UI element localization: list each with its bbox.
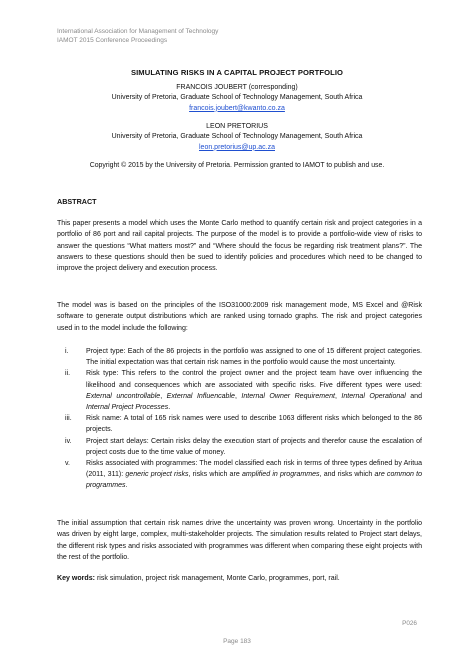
risk-type-term: Internal Project Processes <box>86 404 169 412</box>
paper-title: SIMULATING RISKS IN A CAPITAL PROJECT PORTFOLIO <box>130 68 344 77</box>
abstract-heading: ABSTRACT <box>57 197 97 206</box>
list-item-text: Risks associated with programmes: The model classified each risk in terms of three types defined by Aritua (2011, 311): <box>86 460 422 479</box>
list-item-text: Risk type: This refers to the control the project owner and the project team have over influencing the likelihood and consequences which are associated with specific risks. Five different types were used: <box>86 370 422 389</box>
author-affiliation: University of Pretoria, Graduate School of Technology Management, South Africa <box>111 133 363 141</box>
page-number: Page 183 <box>223 638 251 645</box>
header-proceedings: IAMOT 2015 Conference Proceedings <box>57 37 168 44</box>
author-name: LEON PRETORIUS <box>206 123 268 130</box>
list-item-text: Risk name: A total of 165 risk names were used to describe 1063 different risks which belonged to the 86 projects. <box>86 415 422 434</box>
keywords-line <box>57 575 422 582</box>
header-association: International Association for Management of Technology <box>57 28 219 35</box>
separator-text: , <box>334 392 342 400</box>
separator-text: . <box>168 404 171 412</box>
programme-risk-term: are common to programmes <box>86 471 423 490</box>
author-email-link[interactable]: francois.joubert@kwanto.co.za <box>189 104 285 112</box>
separator-text: , risks which are <box>188 471 242 479</box>
list-item-number: i. <box>65 348 69 355</box>
separator-text: . <box>125 482 128 490</box>
author-block-1 <box>0 83 474 114</box>
list-item <box>57 436 422 458</box>
abstract-paragraph-1: This paper presents a model which uses the Monte Carlo method to quantify certain risk and project categories in a portfolio of 86 port and rail capital projects. The purpose of the model is to provide a portfolio-wide view of risks to answer the questions “What matters most?” and “Where should the focus be regarding risk treatment plans?”. The answers to these questions should then be sued to identify policies and procedures which need to be changed to improve the project delivery and execution process. <box>57 220 422 273</box>
author-name: FRANCOIS JOUBERT (corresponding) <box>176 84 298 91</box>
list-item-text: Project start delays: Certain risks delay the execution start of projects and therefor cause the escalation of project costs due to the time value of money. <box>86 437 422 456</box>
separator-text: , and risks which <box>319 471 375 479</box>
risk-type-term: External uncontrollable <box>86 392 161 400</box>
list-item-number: v. <box>65 460 70 468</box>
author-affiliation: University of Pretoria, Graduate School of Technology Management, South Africa <box>111 94 363 102</box>
list-item <box>57 368 422 413</box>
risk-type-term: Internal Owner Requirement <box>241 392 335 400</box>
abstract-paragraph-3: The initial assumption that certain risk names drive the uncertainty was proven wrong. Uncertainty in the portfolio was driven by eight large, complex, multi-stakeholder projects. The simulation results related to Project start delays, the different risk types and risks associated with programmes was different when comparing these eight projects with the rest of the portfolio. <box>57 520 422 561</box>
separator-text: , <box>234 392 242 400</box>
separator-text: and <box>405 392 423 400</box>
keywords-label: Key words: <box>57 575 95 582</box>
list-item-number: ii. <box>65 370 71 378</box>
keywords-text: risk simulation, project risk management, Monte Carlo, programmes, port, rail. <box>94 575 340 582</box>
programme-risk-term: generic project risks <box>125 471 189 479</box>
list-item-number: iii. <box>65 415 72 423</box>
list-item <box>57 346 422 368</box>
list-item <box>57 413 422 435</box>
risk-type-term: External Influencable <box>166 392 235 400</box>
programme-risk-term: amplified in programmes <box>241 471 320 479</box>
copyright-notice: Copyright © 2015 by the University of Pretoria. Permission granted to IAMOT to publish and use. <box>89 162 385 169</box>
list-item-number: iv. <box>65 437 72 445</box>
author-email-link[interactable]: leon.pretorius@up.ac.za <box>199 143 275 151</box>
running-header <box>57 27 218 45</box>
category-list <box>57 346 422 492</box>
author-block-2 <box>0 122 474 153</box>
separator-text: , <box>160 392 167 400</box>
paper-code: P026 <box>402 620 417 627</box>
risk-type-term: Internal Operational <box>341 392 406 400</box>
abstract-paragraph-2: The model was is based on the principles of the ISO31000:2009 risk management mode, MS Excel and @Risk software to generate output distributions which are ranked using tornado graphs. The risk and project categories used in to the model include the following: <box>57 302 422 332</box>
list-item-text: Project type: Each of the 86 projects in the portfolio was assigned to one of 15 different project categories. The initial expectation was that certain risk names in the portfolio would cause the most uncertainty. <box>86 348 422 367</box>
list-item <box>57 458 422 492</box>
